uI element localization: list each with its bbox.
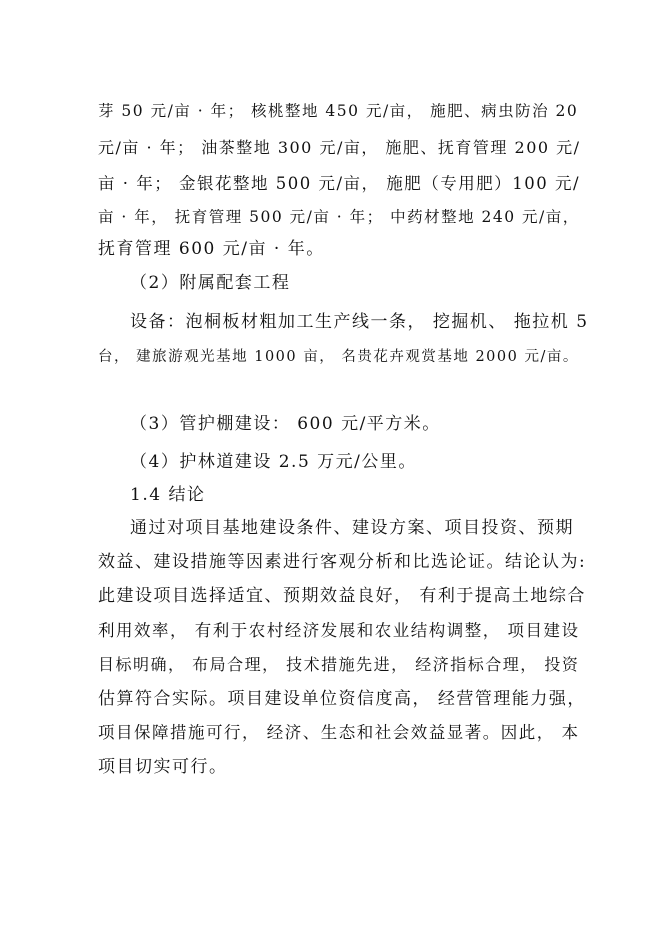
text-line-5: 抚育管理 600 元/亩 · 年。 (98, 239, 325, 259)
text-line-8: 台， 建旅游观光基地 1000 亩， 名贵花卉观赏基地 2000 元/亩。 (98, 349, 579, 365)
text-line-1: 芽 50 元/亩 · 年； 核桃整地 450 元/亩， 施肥、病虫防治 20 (98, 102, 579, 120)
text-line-4: 亩 · 年， 抚育管理 500 元/亩 · 年； 中药材整地 240 元/亩， (98, 208, 580, 226)
conclusion-line-4: 利用效率， 有利于农村经济发展和农业结构调整， 项目建设 (98, 621, 580, 640)
conclusion-line-2: 效益、建设措施等因素进行客观分析和比选论证。结论认为: (98, 552, 587, 572)
text-line-2: 元/亩 · 年； 油茶整地 300 元/亩， 施肥、抚育管理 200 元/ (98, 138, 581, 157)
subsection-item-4: （4）护林道建设 2.5 万元/公里。 (130, 452, 417, 472)
subsection-heading-2: （2）附属配套工程 (130, 273, 291, 293)
subsection-item-3: （3）管护棚建设： 600 元/平方米。 (130, 414, 441, 434)
text-line-7: 设备：泡桐板材粗加工生产线一条， 挖掘机、 拖拉机 5 (130, 312, 589, 332)
conclusion-line-7: 项目保障措施可行， 经济、生态和社会效益显著。因此， 本 (98, 723, 580, 742)
conclusion-line-3: 此建设项目选择适宜、预期效益良好， 有利于提高土地综合 (98, 586, 586, 606)
text-line-3: 亩 · 年； 金银花整地 500 元/亩， 施肥（专用肥）100 元/ (98, 174, 581, 193)
conclusion-line-1: 通过对项目基地建设条件、建设方案、项目投资、预期 (130, 518, 574, 538)
section-heading-conclusion: 1.4 结论 (130, 485, 206, 505)
conclusion-line-6: 估算符合实际。项目建设单位资信度高， 经营管理能力强， (98, 689, 586, 709)
conclusion-line-5: 目标明确， 布局合理， 技术措施先进， 经济指标合理， 投资 (98, 655, 580, 674)
conclusion-line-8: 项目切实可行。 (98, 757, 228, 777)
